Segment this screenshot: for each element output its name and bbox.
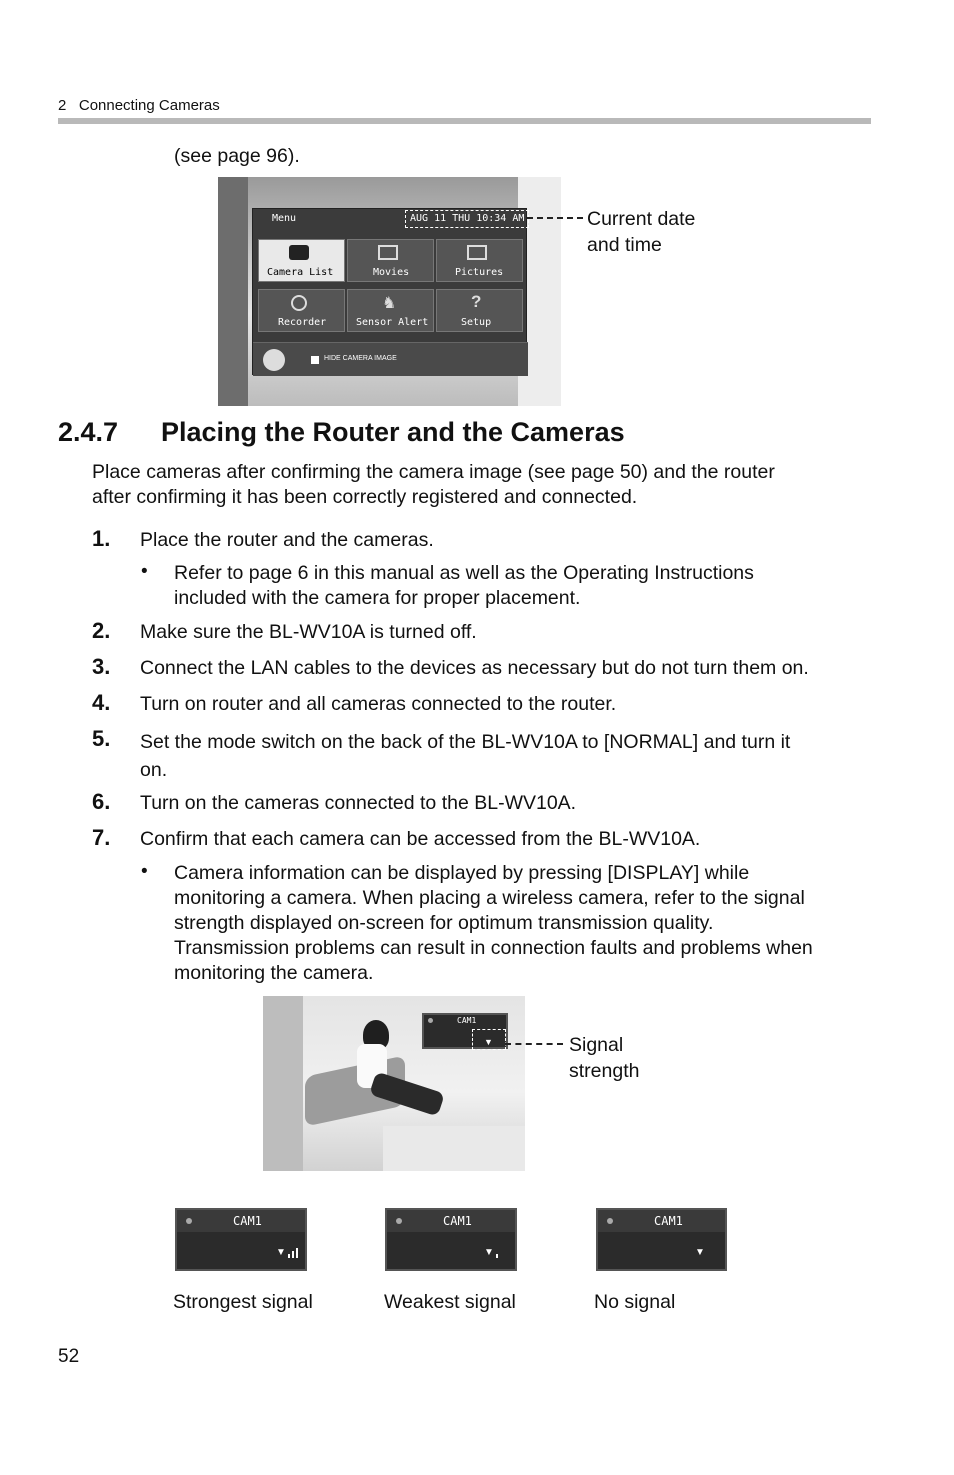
strong-signal-icon: ▼	[276, 1248, 298, 1258]
film-icon	[378, 245, 398, 260]
step-4-text: Turn on router and all cameras connected to the router.	[140, 693, 617, 715]
no-signal-led-icon	[607, 1218, 613, 1224]
datetime-callout-line	[527, 217, 583, 219]
section-heading	[58, 417, 625, 448]
bullet-2-line5: monitoring the camera.	[174, 962, 374, 984]
step-6-text: Turn on the cameras connected to the BL-WV10A.	[140, 792, 577, 814]
recorder-button[interactable]	[258, 289, 345, 332]
menu-title: Menu	[272, 213, 297, 224]
camera-view-photo	[263, 996, 525, 1171]
step-5-line2: on.	[140, 759, 168, 781]
bullet-1-text	[174, 561, 754, 611]
header-title: Connecting Cameras	[78, 97, 220, 114]
weakest-signal-example	[385, 1208, 517, 1271]
bullet-2-line1: Camera information can be displayed by pressing [DISPLAY] while	[174, 862, 750, 884]
weak-signal-icon: ▼	[484, 1248, 498, 1258]
datetime-callout-line2: and time	[587, 234, 662, 256]
datetime-callout-line1: Current date	[587, 208, 696, 230]
menu-panel	[252, 208, 527, 375]
camera-list-button[interactable]	[258, 239, 345, 282]
picture-icon	[467, 245, 487, 260]
hide-camera-image-label: HIDE CAMERA IMAGE	[324, 355, 397, 362]
datetime-callout	[587, 206, 695, 258]
lead-paragraph	[92, 460, 775, 510]
step-7-number: 7.	[92, 825, 111, 850]
step-5-text	[140, 728, 790, 784]
step-2-number: 2.	[92, 618, 111, 643]
step-3-number: 3.	[92, 654, 111, 679]
camera-icon	[289, 245, 309, 260]
no-signal-cam-label: CAM1	[654, 1214, 683, 1228]
bullet-1-line1: Refer to page 6 in this manual as well as the Operating Instructions	[174, 562, 754, 584]
pictures-label: Pictures	[455, 267, 504, 278]
setup-label: Setup	[461, 317, 492, 328]
signal-callout	[569, 1032, 639, 1084]
step-3-text: Connect the LAN cables to the devices as necessary but do not turn them on.	[140, 657, 809, 679]
step-6-number: 6.	[92, 789, 111, 814]
setup-button[interactable]	[436, 289, 523, 332]
step-1-number: 1.	[92, 526, 111, 551]
movies-button[interactable]	[347, 239, 434, 282]
weakest-cam-label: CAM1	[443, 1214, 472, 1228]
bullet-2-line3: strength displayed on-screen for optimum transmission quality.	[174, 912, 714, 934]
photo-curtain	[263, 996, 303, 1171]
no-signal-example	[596, 1208, 727, 1271]
bullet-1-line2: included with the camera for proper placement.	[174, 587, 581, 609]
weakest-signal-caption: Weakest signal	[384, 1291, 516, 1313]
bullet-1-marker: •	[141, 561, 148, 582]
step-7-text: Confirm that each camera can be accessed from the BL-WV10A.	[140, 828, 701, 850]
step-1-text: Place the router and the cameras.	[140, 529, 434, 551]
step-5-number: 5.	[92, 726, 111, 751]
sensor-alert-button[interactable]	[347, 289, 434, 332]
page-number: 52	[58, 1346, 80, 1367]
status-led-icon	[428, 1018, 433, 1023]
strongest-cam-label: CAM1	[233, 1214, 262, 1228]
bullet-2-text	[174, 861, 813, 986]
menu-screen-photo	[218, 177, 561, 406]
antenna-icon: ▼	[695, 1247, 705, 1258]
lead-line2: after confirming it has been correctly registered and connected.	[92, 486, 638, 508]
recorder-label: Recorder	[278, 317, 327, 328]
sensor-alert-label: Sensor Alert	[356, 317, 429, 328]
weakest-led-icon	[396, 1218, 402, 1224]
running-header	[58, 97, 220, 114]
intro-text: (see page 96).	[174, 145, 300, 167]
setup-icon: ?	[471, 292, 482, 311]
header-section-number: 2	[58, 97, 67, 114]
signal-bars-icon: ▼	[484, 1037, 493, 1047]
bullet-2-marker: •	[141, 861, 148, 882]
menu-datetime: AUG 11 THU 10:34 AM	[405, 210, 529, 228]
photo-wall-shadow	[218, 177, 248, 406]
clock-icon	[291, 295, 307, 311]
step-4-number: 4.	[92, 690, 111, 715]
section-title: Placing the Router and the Cameras	[161, 417, 625, 447]
bullet-2-line4: Transmission problems can result in connection faults and problems when	[174, 937, 813, 959]
menu-footer	[253, 342, 528, 376]
step-5-line1: Set the mode switch on the back of the BL-WV10A to [NORMAL] and turn it	[140, 731, 791, 753]
no-signal-caption: No signal	[594, 1291, 676, 1313]
photo-rug	[383, 1126, 525, 1171]
section-number: 2.4.7	[58, 417, 119, 447]
camera-info-overlay	[422, 1013, 508, 1049]
bullet-2-line2: monitoring a camera. When placing a wireless camera, refer to the signal	[174, 887, 805, 909]
header-rule	[58, 118, 871, 124]
strongest-signal-caption: Strongest signal	[173, 1291, 313, 1313]
signal-callout-line1: Signal	[569, 1034, 624, 1056]
step-2-text: Make sure the BL-WV10A is turned off.	[140, 621, 477, 643]
signal-callout-line2: strength	[569, 1060, 640, 1082]
navigation-pad-icon	[263, 349, 285, 371]
camera-list-label: Camera List	[267, 267, 334, 278]
walking-person-icon: ♞	[382, 295, 397, 312]
strongest-signal-example	[175, 1208, 307, 1271]
camera-info-label: CAM1	[457, 1016, 477, 1025]
lead-line1: Place cameras after confirming the camera image (see page 50) and the router	[92, 461, 775, 483]
strongest-led-icon	[186, 1218, 192, 1224]
movies-label: Movies	[373, 267, 410, 278]
signal-callout-line	[505, 1043, 563, 1045]
hide-button-icon[interactable]	[311, 356, 319, 364]
pictures-button[interactable]	[436, 239, 523, 282]
